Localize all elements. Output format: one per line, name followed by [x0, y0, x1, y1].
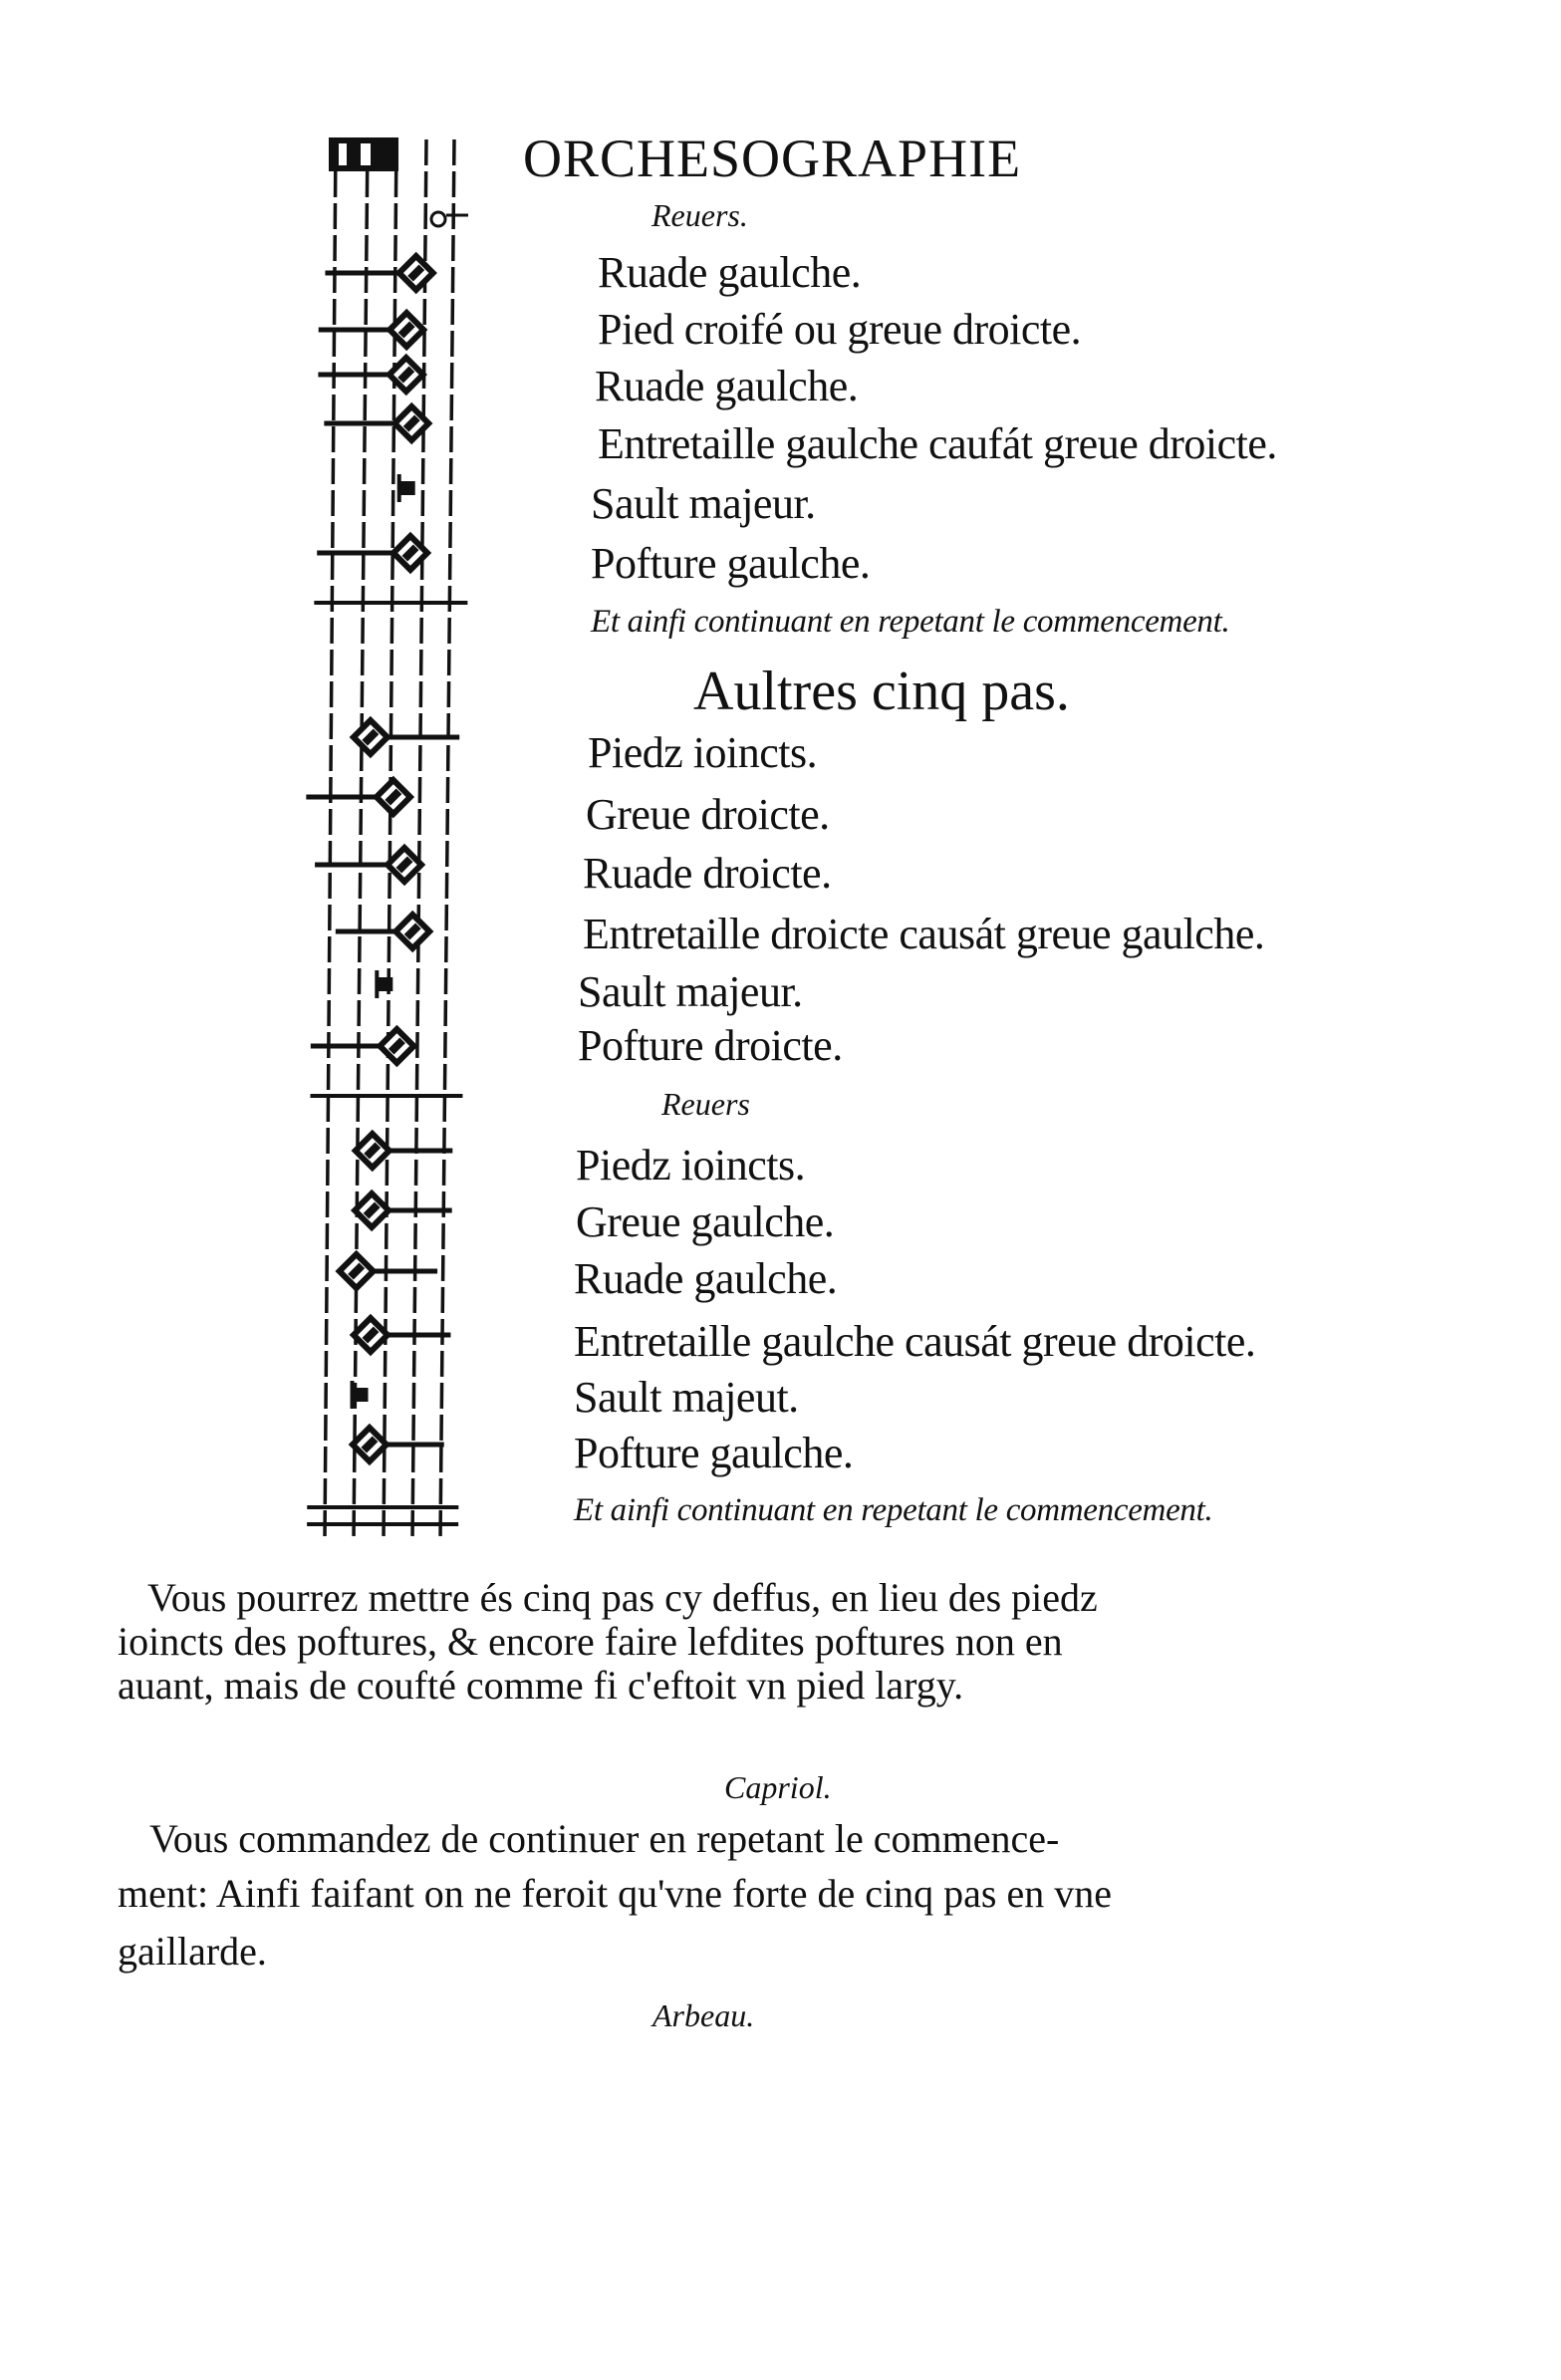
sault-flag-icon	[353, 1388, 369, 1402]
section1-closing: Et ainfi continuant en repetant le commencement.	[591, 604, 1230, 640]
step-line: Ruade gaulche.	[595, 362, 859, 410]
section3-subheading: Reuers	[661, 1086, 750, 1122]
staff-line	[325, 139, 336, 1539]
paragraph1-line: Vous pourrez mettre és cinq pas cy deffus, en lieu des piedz	[147, 1575, 1098, 1620]
step-line: Greue gaulche.	[576, 1197, 835, 1246]
step-line: Sault majeur.	[578, 967, 803, 1016]
step-line: Greue droicte.	[586, 790, 830, 839]
step-line: Pofture gaulche.	[574, 1429, 854, 1477]
sault-flag-icon	[399, 481, 415, 495]
paragraph2-line: gaillarde.	[118, 1929, 267, 1974]
clef-mark-icon	[361, 143, 371, 165]
step-line: Piedz ioincts.	[576, 1141, 806, 1190]
paragraph2-line: ment: Ainfi faifant on ne feroit qu'vne forte de cinq pas en vne	[118, 1871, 1112, 1916]
ornament-icon	[431, 212, 445, 226]
section2-heading: Aultres cinq pas.	[693, 661, 1070, 722]
step-line: Entretaille droicte causát greue gaulche.	[583, 910, 1265, 958]
step-line: Ruade gaulche.	[598, 248, 862, 297]
step-line: Pied croifé ou greue droicte.	[598, 305, 1082, 354]
staff-line	[412, 139, 426, 1539]
speaker-arbeau: Arbeau.	[652, 1997, 755, 2033]
staff-lines	[307, 137, 467, 1539]
step-line: Entretaille gaulche causát greue droicte.	[574, 1317, 1256, 1366]
paragraph2-line: Vous commandez de continuer en repetant le commence-	[149, 1816, 1060, 1861]
step-line: Pofture droicte.	[578, 1021, 843, 1070]
paragraph1-line: auant, mais de coufté comme fi c'eftoit vn pied largy.	[118, 1663, 964, 1708]
running-head: ORCHESOGRAPHIE	[523, 129, 1022, 188]
sault-flag-icon	[377, 977, 392, 991]
paragraph1-line: ioincts des poftures, & encore faire lefdites poftures non en	[118, 1619, 1063, 1664]
speaker-capriol: Capriol.	[724, 1769, 832, 1805]
step-line: Pofture gaulche.	[591, 539, 871, 588]
staff-line	[440, 139, 454, 1539]
section3-closing: Et ainfi continuant en repetant le commencement.	[574, 1492, 1213, 1528]
step-line: Ruade gaulche.	[574, 1254, 838, 1303]
step-line: Sault majeut.	[574, 1373, 799, 1422]
step-line: Ruade droicte.	[583, 849, 832, 898]
step-line: Piedz ioincts.	[588, 728, 818, 777]
step-line: Entretaille gaulche caufát greue droicte.	[598, 419, 1277, 468]
section1-subheading: Reuers.	[651, 197, 748, 233]
step-line: Sault majeur.	[591, 479, 816, 528]
clef-mark-icon	[339, 143, 347, 165]
